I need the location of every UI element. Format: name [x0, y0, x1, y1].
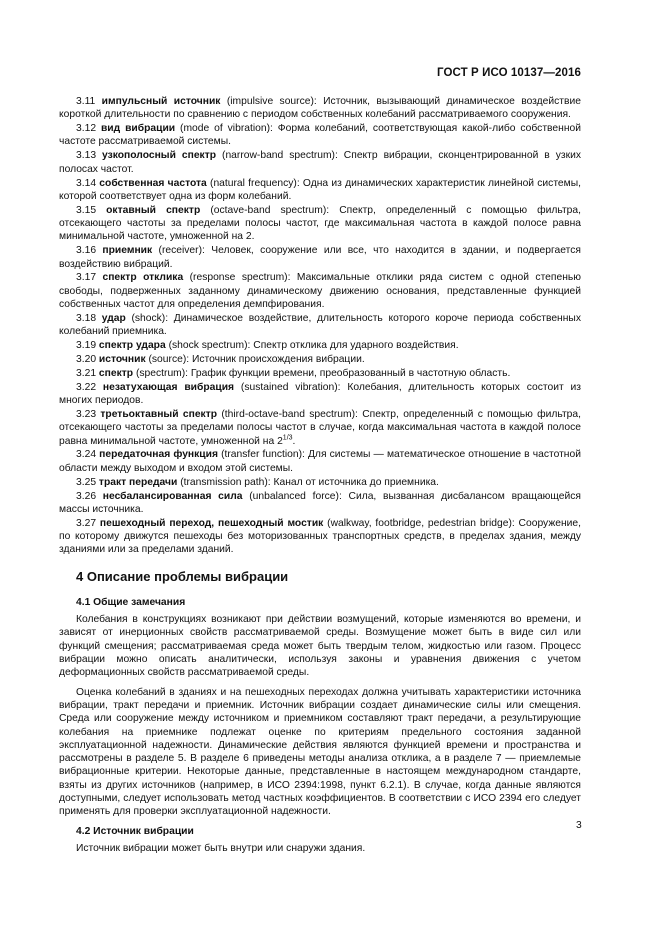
terms-list: [59, 95, 581, 407]
term-number: 3.27: [76, 517, 97, 529]
term-definition: (natural frequency): Одна из динамических характеристик линейной системы, которой соответствует одна из форм колебаний.: [59, 177, 581, 202]
term-name: октавный спектр: [106, 204, 201, 216]
term-name: тракт передачи: [98, 476, 178, 488]
term-definition: (unbalanced force): Сила, вызванная дисбалансом вращающейся массы источника.: [59, 490, 581, 515]
page-content: [59, 95, 581, 861]
term-definition: (narrow-band spectrum): Спектр вибрации, сконцентрированной в узких полосах частот.: [59, 150, 581, 175]
term-number: 3.19: [76, 340, 97, 352]
term-definition: (walkway, footbridge, pedestrian bridge): Сооружение, по которому движутся пешеходы без моторизованных транспортных средств, в пределах здания, между зданиями или за пределами зданий.: [59, 517, 581, 556]
subsection-4-2-title: 4.2 Источник вибрации: [76, 825, 194, 837]
term-entry: [59, 244, 581, 271]
term-name: спектр отклика: [102, 272, 184, 284]
term-entry: [59, 517, 581, 557]
term-name: собственная частота: [99, 177, 207, 189]
term-definition: (third-octave-band spectrum): Спектр, определенный с помощью фильтра, отсекающего частоты за пределами полосы частот в случае, когда максимальная частота в каждой полосе равна минимальной частоте, умноженной на 2: [59, 408, 581, 447]
term-number: 3.23: [76, 408, 97, 420]
term-entry-3-23: [59, 408, 581, 448]
document-header: ГОСТ Р ИСО 10137—2016: [436, 67, 581, 79]
term-definition: (transmission path): Канал от источника до приемника.: [180, 476, 439, 488]
term-entry: [59, 204, 581, 244]
term-name: удар: [101, 312, 126, 324]
term-name: вид вибрации: [100, 123, 176, 135]
term-entry: [59, 490, 581, 517]
term-entry: [59, 353, 581, 366]
term-entry: [59, 177, 581, 204]
term-definition-end: .: [292, 435, 296, 447]
terms-list-continued: [59, 448, 581, 556]
term-definition: (receiver): Человек, сооружение или все, что находится в здании, и подвергается воздействию вибраций.: [59, 245, 581, 270]
term-definition: (source): Источник происхождения вибрации.: [148, 353, 365, 365]
term-definition: (mode of vibration): Форма колебаний, соответствующая какой-либо собственной частоте рассматриваемой системы.: [59, 123, 581, 148]
term-definition: (transfer function): Для системы — математическое отношение в частотной области между выходом и входом этой системы.: [59, 449, 581, 474]
term-definition: (impulsive source): Источник, вызывающий динамическое воздействие короткой длительности по сравнению с периодом собственных колебаний рассматриваемого сооружения.: [59, 96, 581, 121]
term-definition: (octave-band spectrum): Спектр, определенный с помощью фильтра, отсекающего частоты за пределами полосы частот, где максимальная частота в каждой полосе равна минимальной частоте, умноженной на 2.: [59, 204, 581, 243]
term-number: 3.25: [76, 476, 97, 488]
paragraph-source: Источник вибрации может быть внутри или снаружи здания.: [76, 842, 366, 854]
paragraph-general-1: Колебания в конструкциях возникают при действии возмущений, которые изменяются во времени, и зависят от инерционных свойств рассматриваемой среды. Возмущение может быть в виде сил или функций смещения; рассматриваемая среда может быть твердым телом, жидкостью или газом. Процесс вибрации можно описать аналитически, используя законы и уравнения движения с учетом деформационных свойств рассматриваемой среды.: [59, 614, 581, 679]
term-entry: [59, 476, 581, 489]
term-name: пешеходный переход, пешеходный мостик: [99, 517, 324, 529]
term-number: 3.14: [76, 177, 97, 189]
term-number: 3.13: [76, 150, 97, 162]
term-number: 3.18: [76, 312, 97, 324]
term-number: 3.24: [76, 449, 97, 461]
term-name: импульсный источник: [101, 96, 221, 107]
term-entry: [59, 149, 581, 176]
term-number: 3.16: [76, 245, 97, 257]
term-number: 3.11: [76, 96, 96, 107]
term-number: 3.12: [76, 123, 97, 135]
term-name: узкополосный спектр: [102, 150, 217, 162]
term-name: незатухающая вибрация: [102, 381, 235, 393]
term-definition: (shock spectrum): Спектр отклика для ударного воздействия.: [168, 340, 459, 352]
section-4-title: 4 Описание проблемы вибрации: [76, 568, 289, 584]
term-entry: [59, 339, 581, 352]
term-entry: [59, 271, 581, 311]
term-number: 3.26: [76, 490, 97, 502]
term-name: третьоктавный спектр: [100, 408, 218, 420]
superscript-fraction: 1/3: [282, 434, 293, 442]
term-number: 3.15: [76, 204, 97, 216]
term-name: приемник: [102, 245, 153, 257]
term-definition: (shock): Динамическое воздействие, длительность которого короче периода собственных колебаний приемника.: [59, 312, 581, 338]
term-entry: [59, 122, 581, 149]
paragraph-general-2: Оценка колебаний в зданиях и на пешеходных переходах должна учитывать характеристики источника вибрации, тракт передачи и приемник. Источник вибрации создает динамические силы или смещения. Среда или сооружение между источником и приемником составляют тракт передачи, а результирующие колебания на приемнике подлежат оценке по критериям предельного состояния заданной эксплуатационной надежности. Динамические действия являются функцией времени и пространства и рассмотрены в разделе 5. В разделе 6 приведены методы анализа отклика, а в разделе 7 — приемлемые вибрационные критерии. Некоторые данные, представленные в настоящем международном стандарте, взяты из других источников (например, в ИСО 2394:1998, пункт 6.2.1). В случае, когда данные являются доступными, следует использовать метод частных коэффициентов. В соответствии с ИСО 2394 его следует применять для проверки эксплуатационной надежности.: [59, 686, 581, 818]
term-name: спектр удара: [98, 340, 166, 352]
term-number: 3.21: [76, 367, 97, 379]
term-number: 3.20: [76, 353, 97, 365]
term-entry: [59, 367, 581, 380]
term-name: спектр: [98, 367, 134, 379]
term-entry: [59, 448, 581, 475]
term-entry: [59, 381, 581, 408]
subsection-4-1-title: 4.1 Общие замечания: [76, 596, 186, 608]
term-entry: [59, 95, 581, 122]
term-number: 3.17: [76, 272, 97, 284]
term-number: 3.22: [76, 381, 97, 393]
term-name: источник: [98, 353, 146, 365]
page-number: 3: [576, 820, 582, 831]
term-definition: (sustained vibration): Колебания, длительность которых состоит из многих периодов.: [59, 381, 581, 407]
term-definition: (spectrum): График функции времени, преобразованный в частотную область.: [135, 367, 511, 379]
term-entry: [59, 312, 581, 339]
term-definition: (response spectrum): Максимальные отклики ряда систем с одной степенью свободы, подверженных заданному динамическому движению основания, представленные функцией собственных частот для определения демпфирования.: [59, 272, 581, 311]
term-name: передаточная функция: [99, 449, 218, 461]
term-name: несбалансированная сила: [102, 490, 243, 502]
